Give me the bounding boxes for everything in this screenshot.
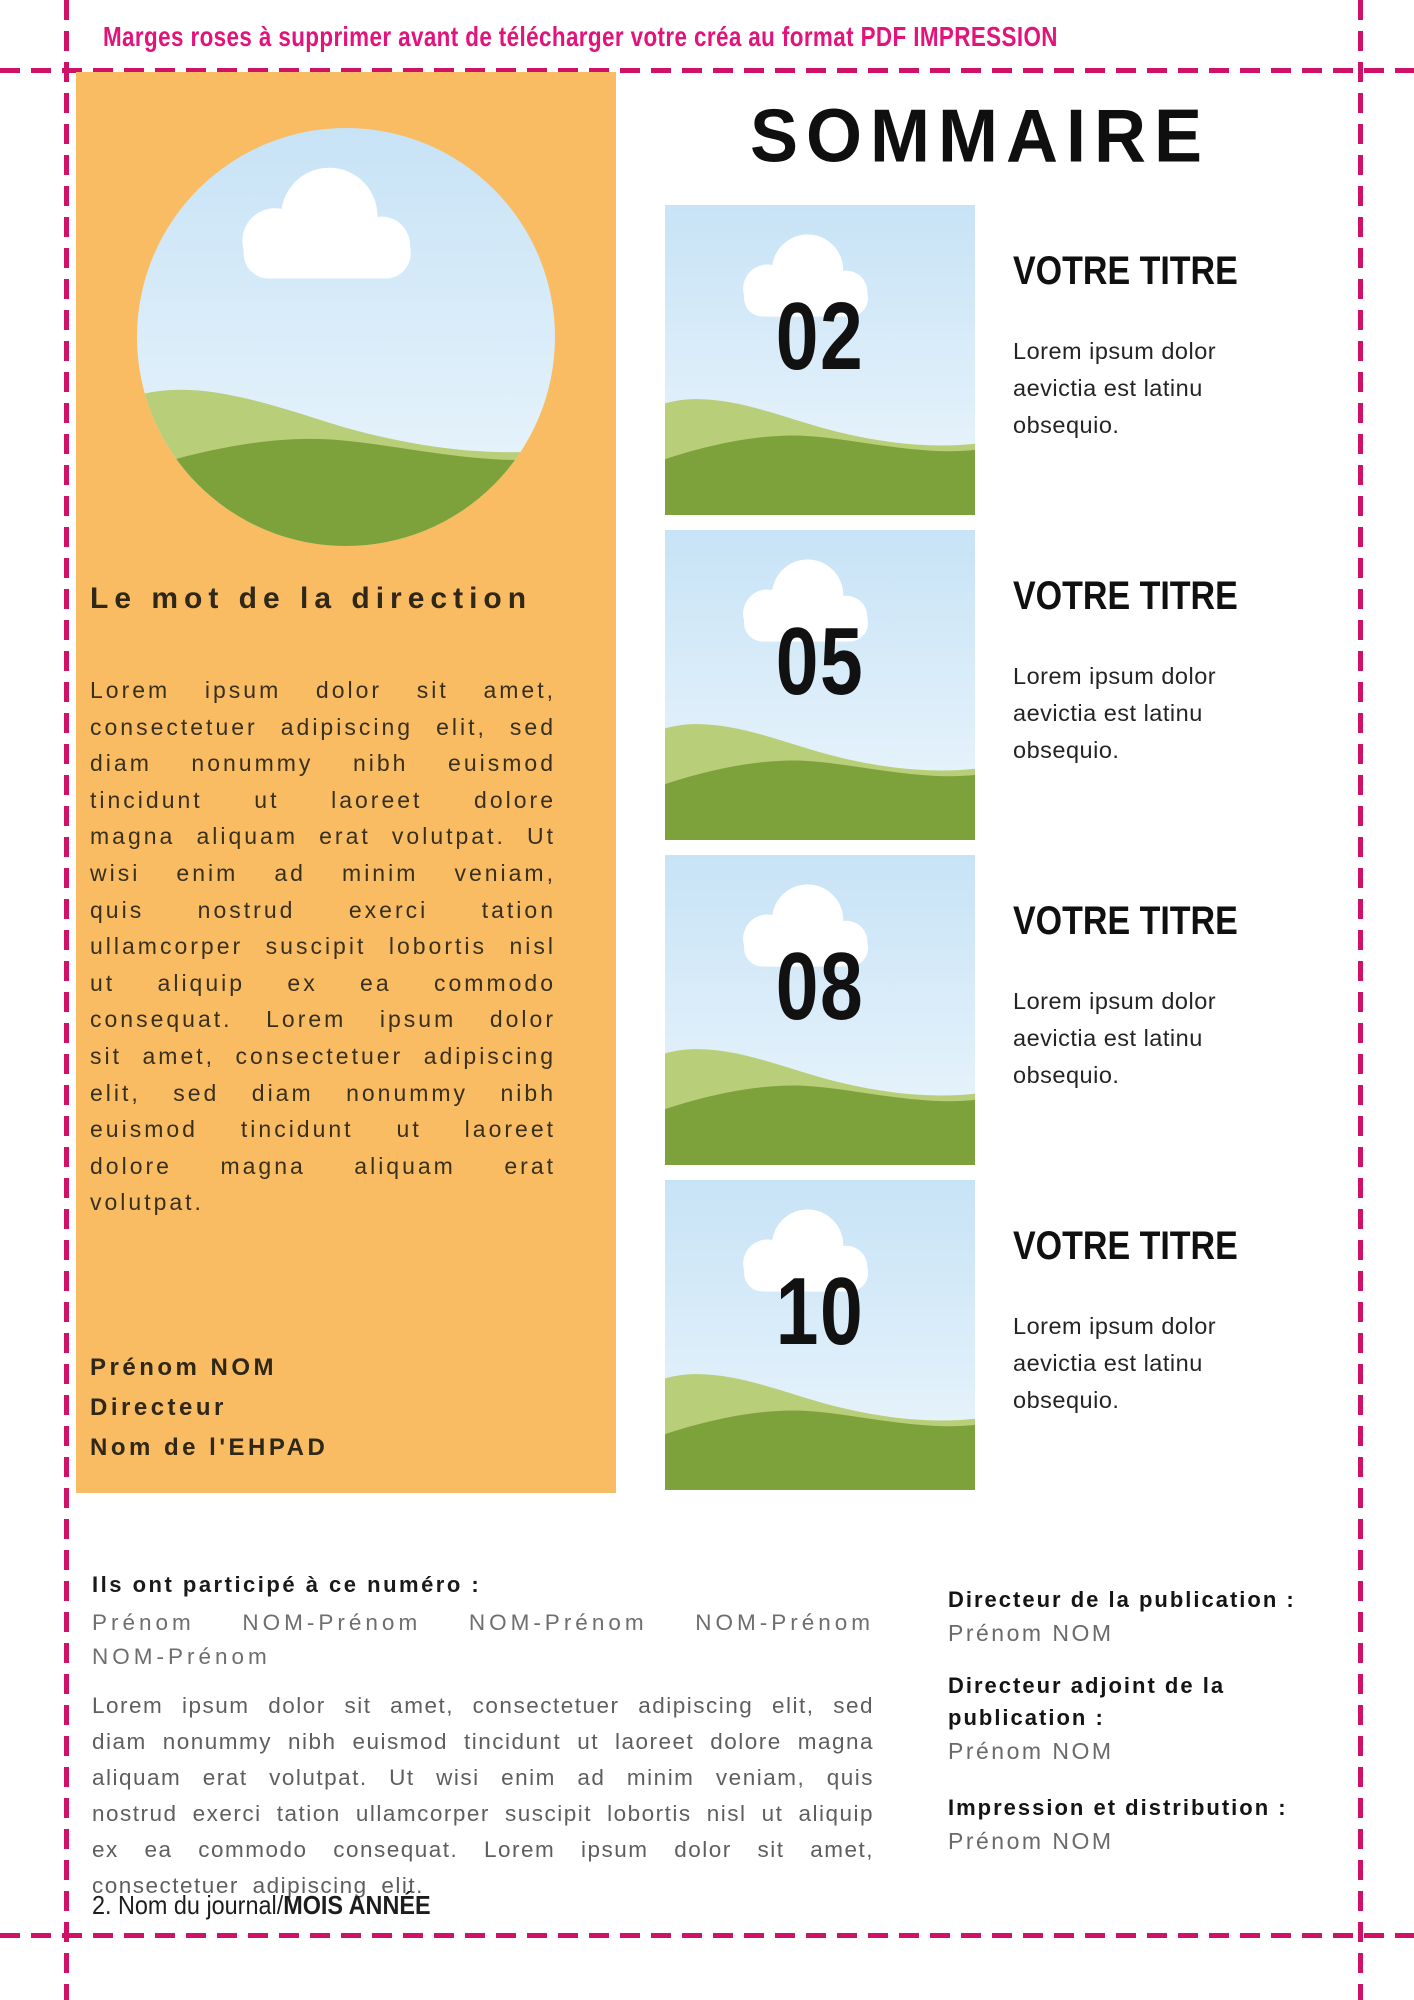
credit-item [948,1670,1338,1765]
toc-page-number: 02 [775,283,865,390]
toc-row [665,205,1295,517]
toc-page-number: 08 [775,933,865,1040]
toc-row [665,1180,1295,1492]
toc-row [665,530,1295,842]
toc-entry-description: Lorem ipsum dolor aevictia est latinu obsequio. [1013,338,1217,438]
toc-entry-title: VOTRE TITRE [1013,574,1238,618]
contributors-names: Prénom NOM-Prénom NOM-Prénom NOM-Prénom NOM-Prénom [92,1610,874,1669]
margin-warning-text: Marges roses à supprimer avant de télécharger votre créa au format PDF IMPRESSION [103,21,1058,52]
credit-label: Impression et distribution : [948,1795,1288,1820]
print-margin-guide-right [1358,0,1363,2000]
direction-panel [76,72,616,1493]
print-margin-guide-bottom [0,1933,1414,1938]
credit-item [948,1584,1338,1647]
signature-org: Nom de l'EHPAD [90,1434,329,1461]
toc-entry-description: Lorem ipsum dolor aevictia est latinu obsequio. [1013,1313,1217,1413]
footer-issue: MOIS ANNÉE [283,1890,431,1920]
toc-entry-description: Lorem ipsum dolor aevictia est latinu obsequio. [1013,663,1217,763]
toc-thumbnail-image [665,1180,975,1490]
toc-thumbnail-image [665,530,975,840]
contributors-body-text: Lorem ipsum dolor sit amet, consectetuer adipiscing elit, sed diam nonummy nibh euismod tincidunt ut laoreet dolore magna aliquam erat volutpat. Ut wisi enim ad minim veniam, quis nostrud exerci tation ullamcorper suscipit lobortis nisl ut aliquip ex ea commodo consequat. Lorem ipsum dolor sit amet, consectetuer adipiscing elit. [92,1693,874,1898]
toc-entry-title: VOTRE TITRE [1013,899,1238,943]
toc-entry-description: Lorem ipsum dolor aevictia est latinu obsequio. [1013,988,1217,1088]
credit-value: Prénom NOM [948,1828,1114,1854]
credit-value: Prénom NOM [948,1738,1114,1764]
toc-entry-title: VOTRE TITRE [1013,1224,1238,1268]
print-margin-guide-left [64,0,69,2000]
signature-name: Prénom NOM [90,1354,278,1381]
toc-thumbnail-image [665,205,975,515]
toc-thumbnail-image [665,855,975,1165]
footer-journal-name: 2. Nom du journal/ [92,1890,284,1920]
direction-body-text: Lorem ipsum dolor sit amet, consectetuer adipiscing elit, sed diam nonummy nibh euismod tincidunt ut laoreet dolore magna aliquam erat volutpat. Ut wisi enim ad minim veniam, quis nostrud exerci tation ullamcorper suscipit lobortis nisl ut aliquip ex ea commodo consequat. Lorem ipsum dolor sit amet, consectetuer adipiscing elit, sed diam nonummy nibh euismod tincidunt ut laoreet dolore magna aliquam erat volutpat. [90,677,556,1216]
credit-label: Directeur de la publication : [948,1587,1296,1612]
credit-item [948,1792,1338,1855]
page-footer [92,1890,431,1921]
contributors-label: Ils ont participé à ce numéro : [92,1572,482,1597]
toc-page-number: 05 [775,608,865,715]
landscape-illustration [137,128,555,546]
toc-page-number: 10 [775,1258,865,1365]
credit-label: Directeur adjoint de la publication : [948,1673,1226,1730]
direction-title: Le mot de la direction [90,582,533,615]
signature-role: Directeur [90,1394,227,1421]
toc-entry-title: VOTRE TITRE [1013,249,1238,293]
sommaire-title: SOMMAIRE [750,94,1210,179]
toc-row [665,855,1295,1167]
landscape-circle-image [137,128,555,546]
direction-signature [90,1348,328,1468]
credit-value: Prénom NOM [948,1620,1114,1646]
